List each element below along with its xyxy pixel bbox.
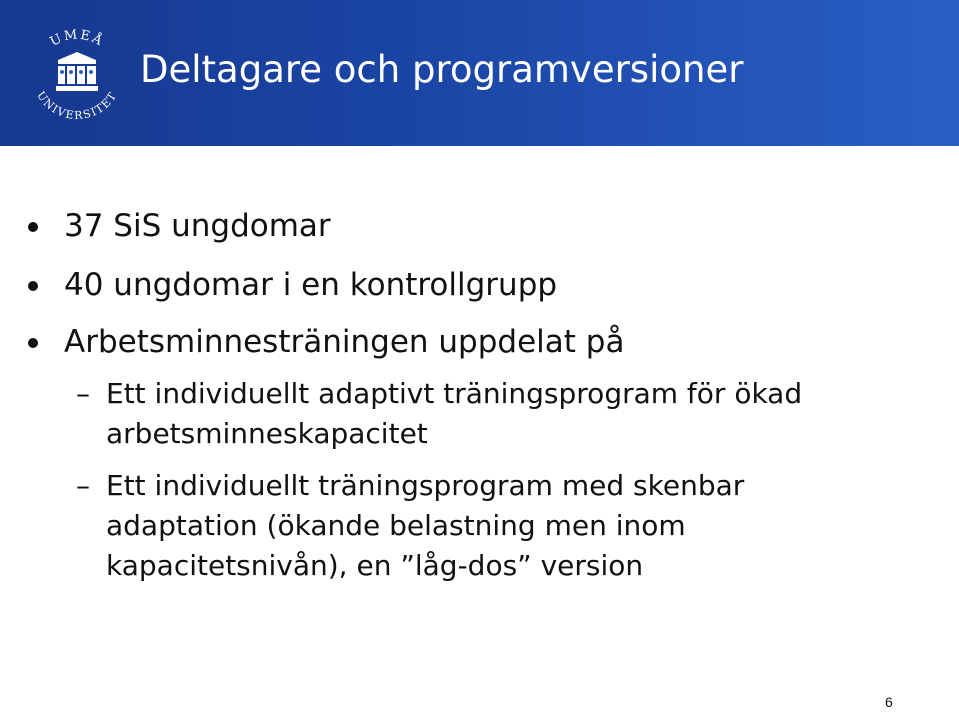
page-number: 6 — [885, 694, 893, 710]
title-bar — [0, 0, 959, 146]
sub-bullet-line: adaptation (ökande belastning men inom — [106, 509, 686, 542]
bullet-text: Arbetsminnesträningen uppdelat på — [64, 324, 625, 360]
bullet-item — [0, 208, 959, 248]
bullet-dot-icon — [28, 281, 38, 291]
sub-bullet-line: kapacitetsnivån), en ”låg-dos” version — [106, 549, 644, 582]
bullet-dot-icon — [28, 222, 38, 232]
sub-bullet-dash: – — [76, 377, 90, 410]
bullet-text: 37 SiS ungdomar — [64, 208, 331, 244]
umea-university-logo-icon — [22, 22, 132, 132]
sub-bullet-line: Ett individuellt adaptivt träningsprogram för ökad — [106, 377, 803, 410]
sub-bullet-line: Ett individuellt träningsprogram med skenbar — [106, 469, 745, 502]
bullet-text: 40 ungdomar i en kontrollgrupp — [64, 267, 558, 303]
svg-text:UNIVERSITET: UNIVERSITET — [34, 89, 120, 123]
bullet-item — [0, 324, 959, 364]
bullet-dot-icon — [28, 338, 38, 348]
sub-bullet-dash: – — [76, 469, 90, 502]
bullet-item — [0, 267, 959, 307]
sub-bullet-line: arbetsminneskapacitet — [106, 417, 428, 450]
svg-text:UMEÅ: UMEÅ — [47, 27, 107, 50]
slide-title: Deltagare och programversioner — [140, 48, 744, 91]
